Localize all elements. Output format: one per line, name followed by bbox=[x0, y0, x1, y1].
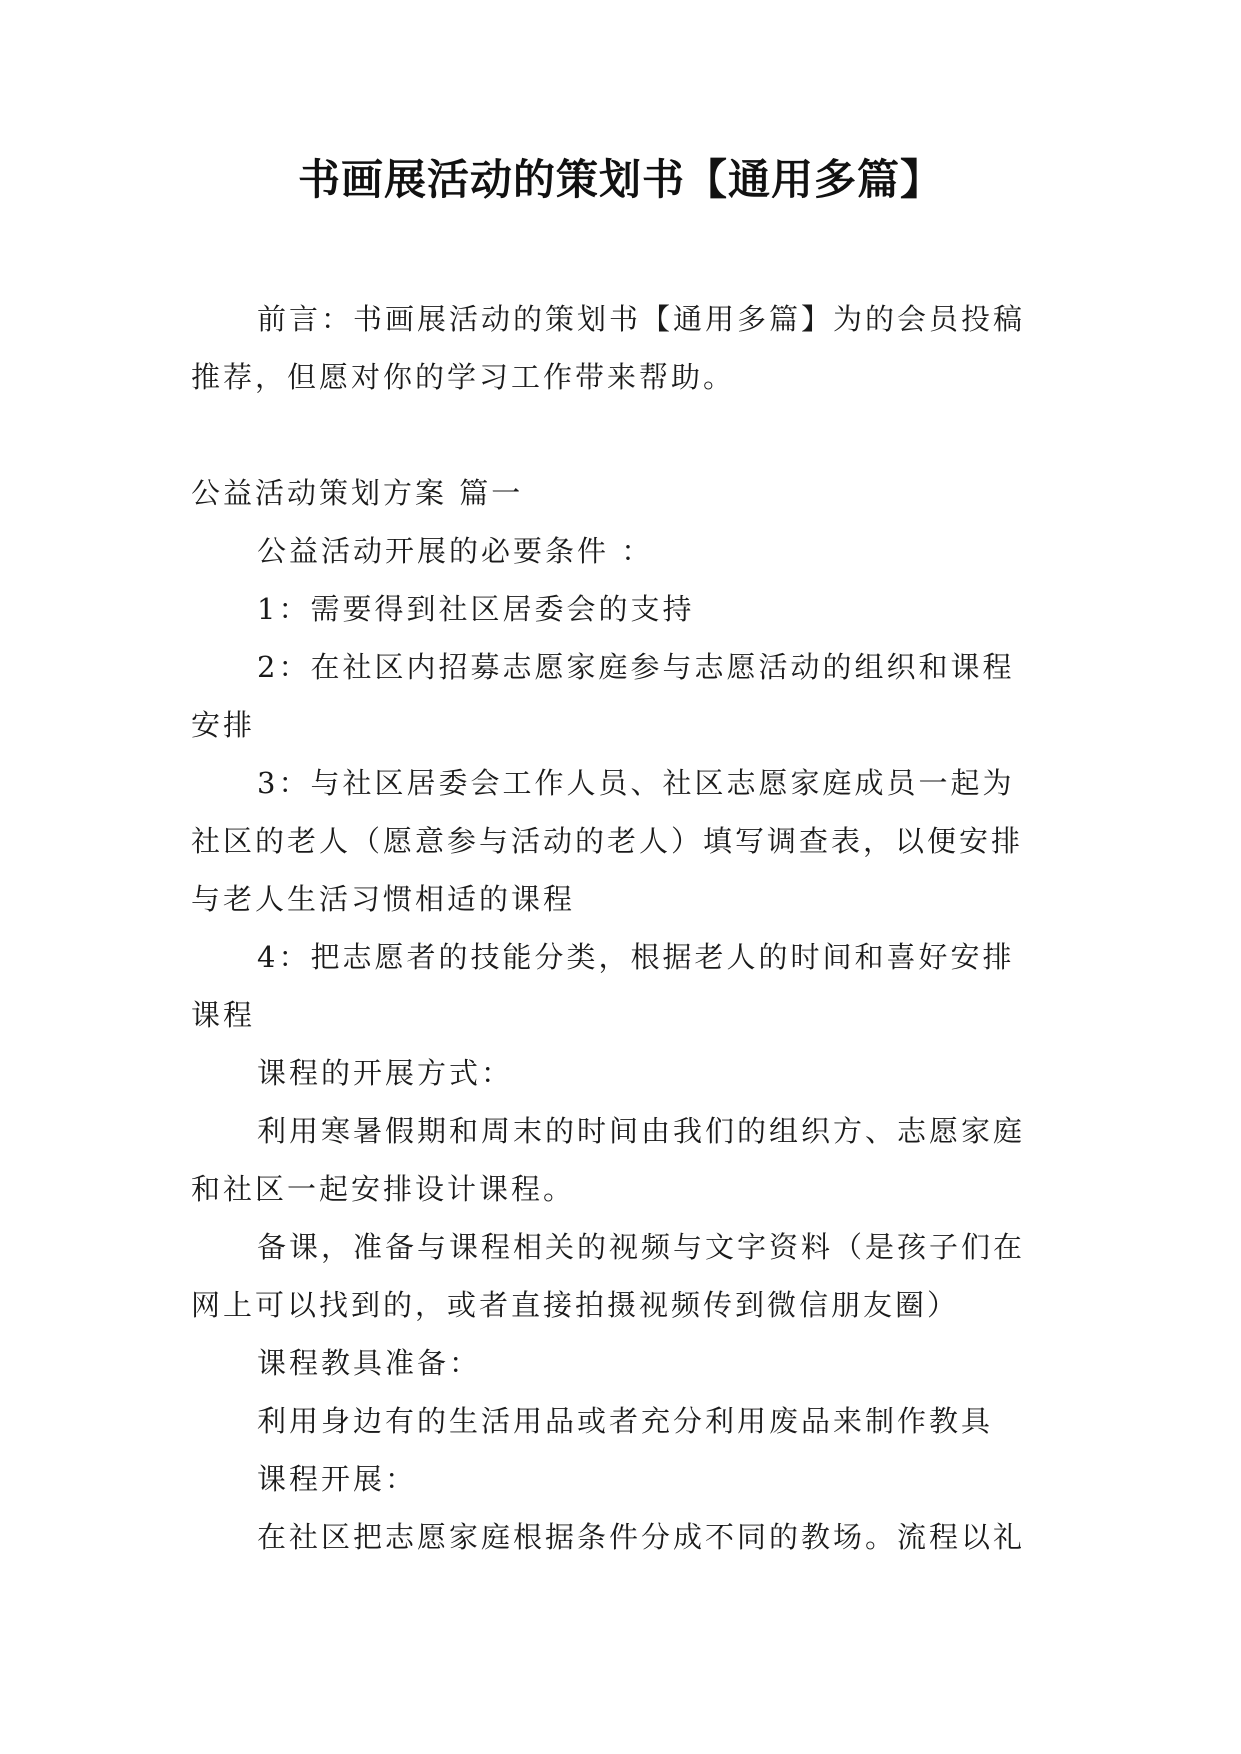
section-heading: 公益活动策划方案 篇一 bbox=[191, 476, 524, 510]
body-line: 备课，准备与课程相关的视频与文字资料（是孩子们在 bbox=[257, 1230, 1026, 1264]
body-line: 3：与社区居委会工作人员、社区志愿家庭成员一起为 bbox=[257, 766, 1015, 800]
body-line: 课程的开展方式： bbox=[257, 1056, 514, 1090]
paragraph-gap bbox=[191, 406, 1051, 464]
body-line: 公益活动开展的必要条件 ： bbox=[257, 534, 654, 568]
body-line: 4：把志愿者的技能分类，根据老人的时间和喜好安排 bbox=[257, 940, 1015, 974]
body-line: 利用身边有的生活用品或者充分利用废品来制作教具 bbox=[257, 1404, 994, 1438]
body-line: 利用寒暑假期和周末的时间由我们的组织方、志愿家庭 bbox=[257, 1114, 1026, 1148]
preface-line-2: 推荐，但愿对你的学习工作带来帮助。 bbox=[191, 360, 736, 394]
body-line: 社区的老人（愿意参与活动的老人）填写调查表，以便安排 bbox=[191, 824, 1024, 858]
body-line: 课程 bbox=[191, 998, 256, 1032]
document-body bbox=[191, 290, 1051, 1566]
preface-line-1: 前言：书画展活动的策划书【通用多篇】为的会员投稿 bbox=[257, 302, 1026, 336]
body-line: 与老人生活习惯相适的课程 bbox=[191, 882, 576, 916]
body-line: 1：需要得到社区居委会的支持 bbox=[257, 592, 695, 626]
body-line: 课程开展： bbox=[257, 1462, 418, 1496]
body-line: 网上可以找到的，或者直接拍摄视频传到微信朋友圈） bbox=[191, 1288, 960, 1322]
body-line: 在社区把志愿家庭根据条件分成不同的教场。流程以礼 bbox=[257, 1520, 1026, 1554]
body-line: 课程教具准备： bbox=[257, 1346, 482, 1380]
body-line: 和社区一起安排设计课程。 bbox=[191, 1172, 576, 1206]
body-lines bbox=[191, 522, 1051, 1566]
body-line: 安排 bbox=[191, 708, 256, 742]
body-line: 2：在社区内招募志愿家庭参与志愿活动的组织和课程 bbox=[257, 650, 1015, 684]
document-title: 书画展活动的策划书【通用多篇】 bbox=[297, 155, 943, 204]
